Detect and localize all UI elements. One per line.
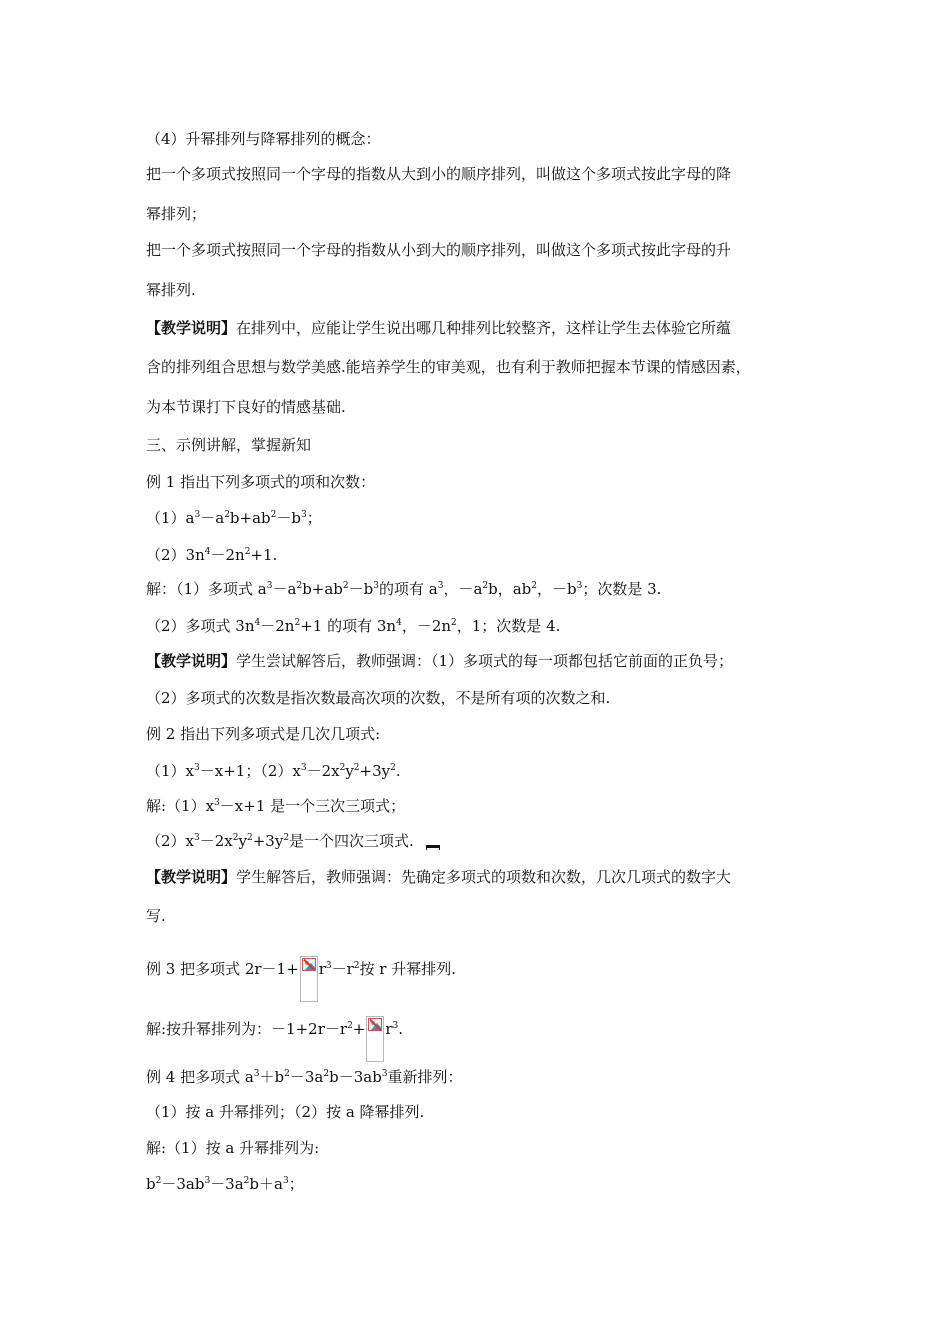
example-title: 例 3 把多项式 2r－1+ $r^3-r^2$按 r 升幂排列. [146, 956, 456, 1002]
note-tag: 【教学说明】 [146, 868, 237, 886]
note-text: 学生解答后，教师强调：先确定多项式的项数和次数，几次几项式的数字大 [236, 868, 732, 886]
broken-image-icon [366, 1016, 384, 1062]
example-title: 例 4 把多项式 $a^3+b^2-3a^2b-3ab^3$重新排列： [146, 1068, 463, 1086]
math-line: $(1)a^3-a^2b+ab^2-b^3$； [146, 509, 322, 527]
text-cursor-mark [426, 845, 440, 850]
teaching-note [146, 867, 731, 887]
solution-line: 解$:(1)x^3-x+1$ 是一个三次三项式； [146, 797, 406, 815]
text-line: 为本节课打下良好的情感基础. [146, 398, 346, 416]
section-heading: 三、示例讲解，掌握新知 [146, 436, 312, 454]
text-line: （2）多项式的次数是指次数最高次项的次数，不是所有项的次数之和. [146, 689, 611, 707]
text-line: 幂排列. [146, 281, 196, 299]
teaching-note [146, 318, 731, 338]
text-line: 含的排列组合思想与数学美感.能培养学生的审美观，也有利于教师把握本节课的情感因素， [146, 358, 751, 376]
note-text: 在排列中，应能让学生说出哪几种排列比较整齐，这样让学生去体验它所蕴 [236, 319, 732, 337]
solution-line: 解:按升幂排列为：$-1+2r-r^2+$ $r^3$. [146, 1016, 403, 1062]
text-line: 幂排列； [146, 205, 207, 223]
text-line: （4）升幂排列与降幂排列的概念： [146, 130, 381, 148]
teaching-note [146, 651, 733, 671]
example-title: 例 1 指出下列多项式的项和次数： [146, 473, 376, 491]
solution-line: （2）多项式 $3n^4-2n^2+1$ 的项有 $3n^4$，$-2n^2$，1；次数是 4. [146, 617, 561, 635]
math-line: $b^2-3ab^3-3a^2b+a^3$； [146, 1175, 304, 1193]
broken-image-icon [300, 956, 318, 1002]
note-tag: 【教学说明】 [146, 319, 237, 337]
text-line: 写. [146, 907, 166, 925]
example-title: 例 2 指出下列多项式是几次几项式: [146, 725, 381, 743]
solution-line: 解：（1）多项式 $a^3-a^2b+ab^2-b^3$的项有 $a^3$，$-a^2b$，$ab^2$，$-b^3$；次数是 3. [146, 580, 662, 598]
math-line: $(2)3n^4-2n^2+1$. [146, 546, 278, 564]
solution-line: $(2)x^3-2x^2y^2+3y^2$是一个四次三项式. [146, 831, 440, 851]
note-text: 学生尝试解答后，教师强调：（1）多项式的每一项都包括它前面的正负号； [236, 652, 734, 670]
text-line: 把一个多项式按照同一个字母的指数从大到小的顺序排列，叫做这个多项式按此字母的降 [146, 165, 732, 183]
math-line: $(1)x^3-x+1$；$(2)x^3-2x^2y^2+3y^2$. [146, 762, 401, 780]
solution-line: 解:（1）按 a 升幂排列为: [146, 1139, 320, 1157]
note-tag: 【教学说明】 [146, 652, 237, 670]
text-line: （1）按 a 升幂排列；（2）按 a 降幂排列. [146, 1103, 425, 1121]
text-line: 把一个多项式按照同一个字母的指数从小到大的顺序排列，叫做这个多项式按此字母的升 [146, 241, 732, 259]
